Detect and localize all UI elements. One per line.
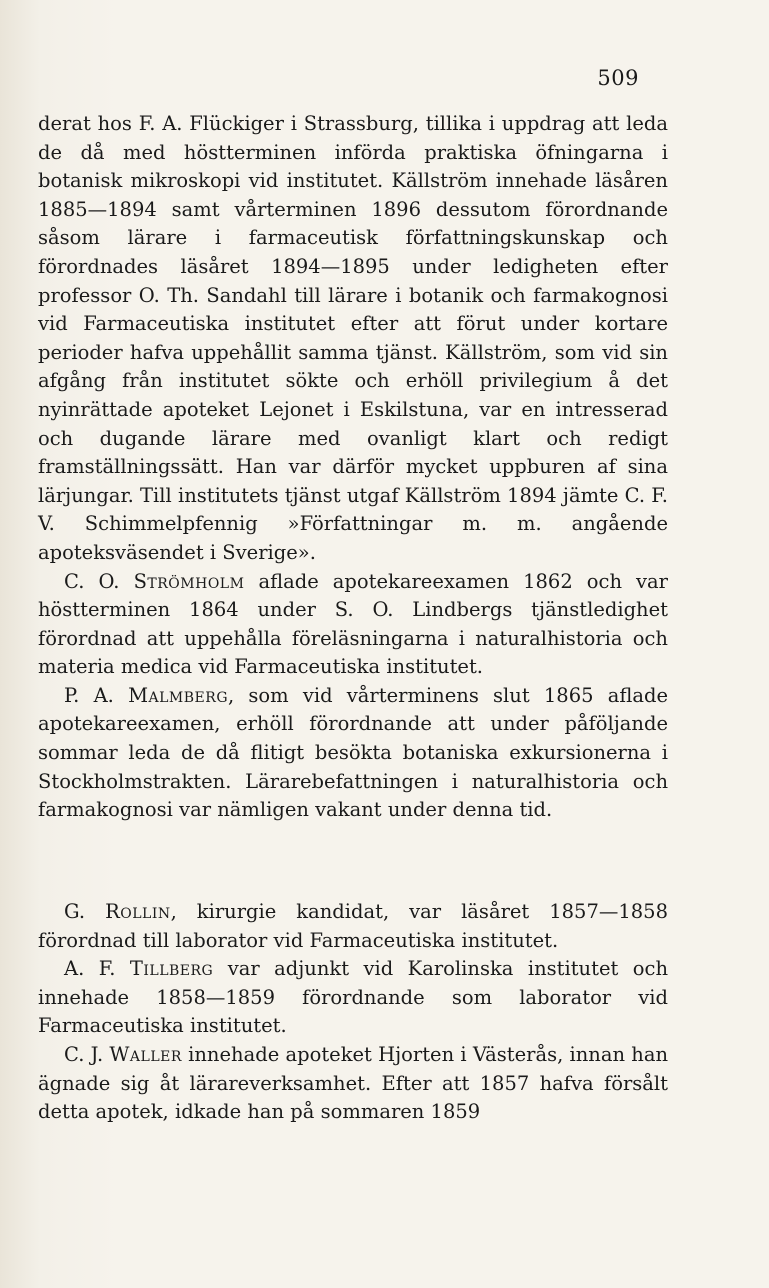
paragraph-prefix: C. J.	[64, 1042, 104, 1066]
paragraph-stromholm	[38, 568, 668, 682]
person-name: Rollin	[105, 900, 171, 923]
paragraph-prefix: G.	[64, 900, 86, 923]
paragraph-prefix: P. A.	[64, 683, 114, 707]
paragraph-text: innehade apoteket Hjorten i Västerås, innan han ägnade sig åt lärareverksamhet. Efter att 1857 hafva försålt detta apotek, idkade han på sommaren 1859	[38, 1042, 669, 1124]
paragraph-text: derat hos F. A. Flückiger i Strassburg, tillika i uppdrag att leda de då med höstterminen införda praktiska öfningarna i botanisk mikroskopi vid institutet. Källström innehade läsåren 1885—1894 samt vårterminen 1896 dessutom förordnande såsom lärare i farmaceutisk författningskunskap och förordnades läsåret 1894—1895 under ledigheten efter professor O. Th. Sandahl till lärare i botanik och farmakognosi vid Farmaceutiska institutet efter att förut under kortare perioder hafva uppehållit samma tjänst. Källström, som vid sin afgång från institutet sökte och erhöll privilegium å det nyinrättade apoteket Lejonet i Eskilstuna, var en intresserad och dugande lärare med ovanligt klart och redigt framställningssätt. Han var därför mycket uppburen af sina lärjungar. Till institutets tjänst utgaf Källström 1894 jämte C. F. V. Schimmelpfennig »Författningar m. m. angående apoteksväsendet i Sverige».	[38, 112, 668, 564]
person-name: Tillberg	[129, 957, 214, 981]
paragraph-waller	[38, 1041, 668, 1127]
paragraph-tillberg	[38, 955, 668, 1041]
paragraph-rollin	[38, 898, 668, 955]
person-name: Strömholm	[133, 569, 245, 593]
paragraph-prefix: C. O.	[64, 569, 120, 593]
paragraph-text: aflade apotekareexamen 1862 och var höstterminen 1864 under S. O. Lindbergs tjänstledighet förordnad att uppehålla föreläsningarna i naturalhistoria och materia medica vid Farmaceutiska institutet.	[38, 569, 669, 679]
person-name: Malmberg	[128, 683, 229, 707]
page-number: 509	[597, 66, 639, 90]
text-block-lower	[38, 898, 668, 1127]
text-block-upper	[38, 110, 668, 825]
person-name: Waller	[109, 1042, 182, 1066]
paragraph-kallstrom	[38, 110, 668, 568]
paragraph-text: var adjunkt vid Karolinska institutet och innehade 1858—1859 förordnande som laborator vid Farmaceutiska institutet.	[38, 957, 668, 1038]
paragraph-malmberg	[38, 682, 668, 825]
paragraph-text: , som vid vårterminens slut 1865 aflade apotekareexamen, erhöll förordnande att under påföljande sommar leda de då flitigt besökta botaniska exkursionerna i Stockholmstrakten. Lärarebefattningen i naturalhistoria och farmakognosi var nämligen vakant under denna tid.	[38, 683, 668, 822]
paragraph-text: , kirurgie kandidat, var läsåret 1857—1858 förordnad till laborator vid Farmaceutiska institutet.	[38, 900, 668, 952]
paragraph-prefix: A. F.	[64, 957, 116, 981]
